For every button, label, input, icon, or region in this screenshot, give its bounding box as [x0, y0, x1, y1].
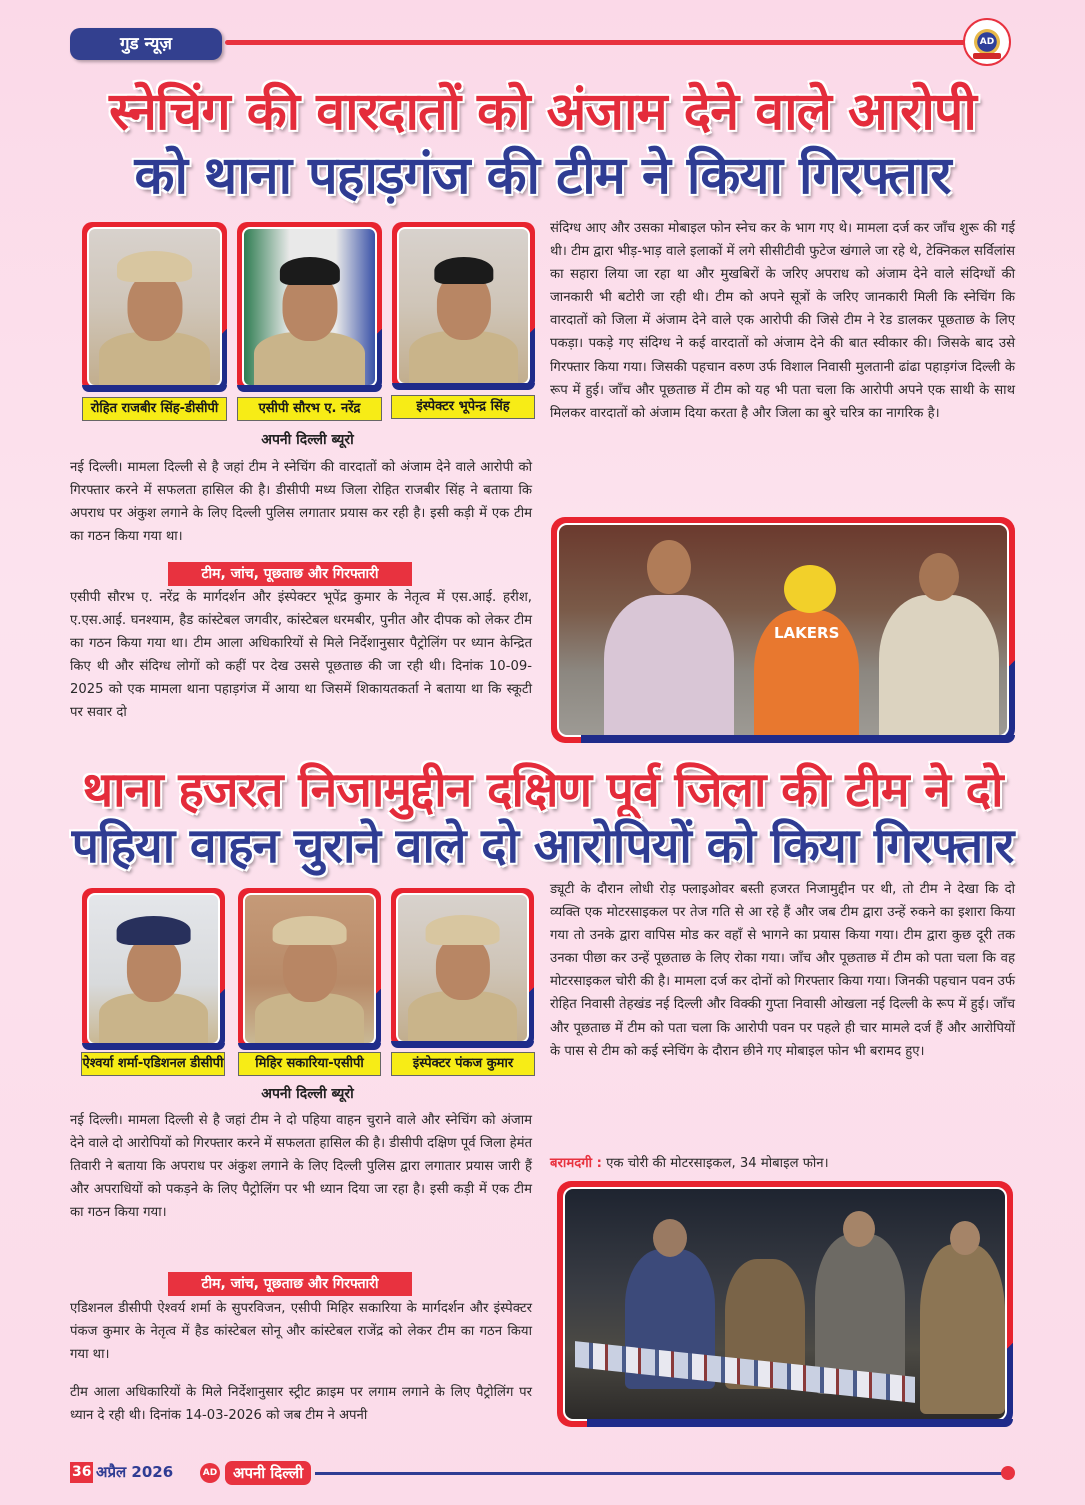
section-header: [70, 28, 990, 60]
officer-nametag: मिहिर सकारिया-एसीपी: [238, 1052, 381, 1076]
officer-photo-dcp: [82, 222, 227, 392]
story1-byline: अपनी दिल्ली ब्यूरो: [261, 432, 354, 448]
recovery-text: एक चोरी की मोटरसाइकल, 34 मोबाइल फोन।: [601, 1156, 829, 1171]
figure-head: [950, 1221, 980, 1255]
story2-body-left-2: टीम आला अधिकारियों के मिले निर्देशानुसार स्ट्रीट क्राइम पर लगाम लगाने के लिए पैट्रोलिंग पर ध्यान दे रही थी। दिनांक 14-03-2026 को जब टीम ने अपनी: [70, 1385, 532, 1424]
officer-nametag: रोहित राजबीर सिंह-डीसीपी: [82, 397, 227, 421]
logo-emblem-icon: AD: [972, 27, 1002, 57]
issue-date: अप्रैल 2026: [96, 1463, 174, 1481]
officer-nametag: एसीपी सौरभ ए. नरेंद्र: [237, 397, 382, 421]
officer-nametag: इंस्पेक्टर भूपेन्द्र सिंह: [391, 395, 535, 419]
officer-photo-inspector2: [391, 888, 534, 1048]
page-footer: [70, 1462, 1015, 1486]
figure-head: [919, 553, 959, 601]
story1-headline-line2: को थाना पहाड़गंज की टीम ने किया गिरफ्तार: [134, 146, 951, 206]
shirt-text: LAKERS: [774, 624, 840, 642]
story2-headline-line2: पहिया वाहन चुराने वाले दो आरोपियों को किया गिरफ्तार: [71, 818, 1014, 874]
footer-rule: [315, 1472, 1003, 1475]
story2-headline-line1: थाना हजरत निजामुद्दीन दक्षिण पूर्व जिला की टीम ने दो: [82, 762, 1003, 818]
story2-body-right: ड्यूटी के दौरान लोधी रोड़ फ्लाइओवर बस्ती हजरत निजामुद्दीन पर थी, तो टीम ने देखा कि दो व्यक्ति एक मोटरसाइकल पर तेज गति से आ रहे हैं और जब टीम द्वारा उन्हें रुकने का इशारा किया गया तो उनके द्वारा वापिस मोड कर वहाँ से भागने का प्रयास किया गया। टीम द्वारा कुछ दूरी तक उनका पीछा कर उन्हें पूछताछ के लिए रोका गया। जाँच और पूछताछ में टीम को पता चला कि वह मोटरसाइकल चोरी की है। मामला दर्ज कर दोनों को गिरफ्तार किया गया। जिनकी पहचान पवन उर्फ रोहित निवासी तेहखंड नई दिल्ली और विक्की गुप्ता निवासी ओखला नई दिल्ली के रूप में हुई। जाँच और पूछताछ में टीम को पता चला कि आरोपी पवन पर पहले ही चार मामले दर्ज हैं और आरोपियों के पास से टीम को कई स्नेचिंग के दौरान छीने गए मोबाइल फोन भी बरामद हुए।: [550, 882, 1015, 1059]
story1-body-right: संदिग्ध आए और उसका मोबाइल फोन स्नेच कर के भाग गए थे। मामला दर्ज कर जाँच शुरू की गई थी। टीम द्वारा भीड़-भाड़ वाले इलाकों में लगे सीसीटीवी फुटेज खंगाले जा रहे थे, टेक्निकल सर्विलांस का सहारा लिया जा रहा था और मुखबिरों के जरिए अपराध को अंजाम देने वाले संदिग्धों की जानकारी भी बटोरी जा रही थी। टीम को अपने सूत्रों के जरिए जानकारी मिली कि स्नेचिंग कि वारदातों को जिला में अंजाम देने वाले एक आरोपी की जिसे टीम ने रेड डालकर पूछताछ के लिए पकड़ा। पकड़े गए संदिग्ध ने कई वारदातों को अंजाम देने की बात स्वीकार की। जिसके बाद उसे गिरफ्तार किया गया। जिसकी पहचान वरुण उर्फ विशाल निवासी मुलतानी ढांढा पहाड़गंज दिल्ली के रूप में हुई। जाँच और पूछताछ में टीम को यह भी पता चला कि आरोपी अपने एक साथी के साथ मिलकर वारदातों को अंजाम दिया करता है और जिला का बुरे चरित्र का नागरिक है।: [550, 221, 1015, 421]
figure-officer-uniform: [879, 595, 999, 737]
figure-head: [647, 540, 691, 594]
figure-head: [653, 1219, 687, 1257]
story2-intro: नई दिल्ली। मामला दिल्ली से है जहां टीम ने दो पहिया वाहन चुराने वाले और स्नेचिंग को अंजाम देने वाले दो आरोपियों को गिरफ्तार करने में सफलता हासिल की है। डीसीपी दक्षिण पूर्व जिला हेमंत तिवारी ने बताया कि अपराध पर अंकुश लगाने के लिए दिल्ली पुलिस द्वारा लगातार प्रयास जारी हैं और अपराधियों को पकड़ने के लिए पैट्रोलिंग पर भी ध्यान दिया जा रहा है। इसी कड़ी में एक टीम का गठन किया गया।: [70, 1113, 532, 1221]
officer-nametag: इंस्पेक्टर पंकज कुमार: [391, 1052, 535, 1076]
officer-photo-acp2: [238, 888, 381, 1050]
story2-body-left-1: एडिशनल डीसीपी ऐश्वर्य शर्मा के सुपरविजन, एसीपी मिहिर सकारिया के मार्गदर्शन और इंस्पेक्टर पंकज कुमार के नेतृत्व में हैड कांस्टेबल सोनू और कांस्टेबल राजेंद्र को लेकर टीम का गठन किया गया था।: [70, 1301, 532, 1363]
story1-arrest-photo: [551, 517, 1015, 743]
officer-photo-addl-dcp: [82, 888, 225, 1050]
figure-head: [843, 1211, 875, 1247]
story1-subhead: टीम, जांच, पूछताछ और गिरफ्तारी: [168, 562, 412, 586]
officer-photo-acp: [237, 222, 382, 392]
footer-dot: [1001, 1466, 1015, 1480]
publication-name: अपनी दिल्ली: [225, 1461, 311, 1485]
section-label: गुड न्यूज़: [70, 28, 222, 60]
story1-intro: नई दिल्ली। मामला दिल्ली से है जहां टीम ने स्नेचिंग की वारदातों को अंजाम देने वाले आरोपी को गिरफ्तार करने में सफलता हासिल की है। डीसीपी मध्य जिला रोहित राजबीर सिंह ने बताया कि अपराध पर अंकुश लगाने के लिए दिल्ली पुलिस लगातार प्रयास कर रही है। इसी कड़ी में एक टीम का गठन किया गया था।: [70, 460, 532, 545]
officer-photo-inspector: [392, 222, 535, 390]
figure-accused: [754, 610, 859, 737]
figure-officer-uniform: [920, 1244, 1005, 1414]
story2-byline: अपनी दिल्ली ब्यूरो: [261, 1086, 354, 1102]
publication-logo-icon: AD: [200, 1463, 220, 1483]
story2-recovery: [550, 1152, 1015, 1175]
blurred-face: [784, 565, 836, 613]
story1-body-left: एसीपी सौरभ ए. नरेंद्र के मार्गदर्शन और इंस्पेक्टर भूपेंद्र कुमार के नेतृत्व में एस.आई. हरीश, ए.एस.आई. घनश्याम, हैड कांस्टेबल जगवीर, कांस्टेबल धरमबीर, पुनीत और दीपक को लेकर टीम का गठन किया गया था। टीम आला अधिकारियों से मिले निर्देशानुसार पैट्रोलिंग पर ध्यान केन्द्रित किए थी और संदिग्ध लोगों को कहीं पर देख उससे पूछताछ की जा रही थी। दिनांक 10-09-2025 को एक मामला थाना पहाड़गंज में आया था जिसमें शिकायतकर्ता ने बताया था कि स्कूटी पर सवार दो: [70, 590, 532, 721]
logo-ribbon: [973, 53, 1001, 59]
page-number: 36: [70, 1462, 93, 1483]
story2-recovery-photo: [557, 1181, 1013, 1427]
officer-nametag: ऐश्वर्या शर्मा-एडिशनल डीसीपी: [81, 1052, 225, 1076]
header-rule: [225, 40, 972, 45]
figure-officer-plainclothes: [604, 595, 734, 737]
recovery-label: बरामदगी :: [550, 1156, 602, 1171]
story1-headline-line1: स्नेचिंग की वारदातों को अंजाम देने वाले आरोपी: [109, 82, 976, 142]
story2-subhead: टीम, जांच, पूछताछ और गिरफ्तारी: [168, 1272, 412, 1296]
publication-logo: [963, 18, 1011, 66]
